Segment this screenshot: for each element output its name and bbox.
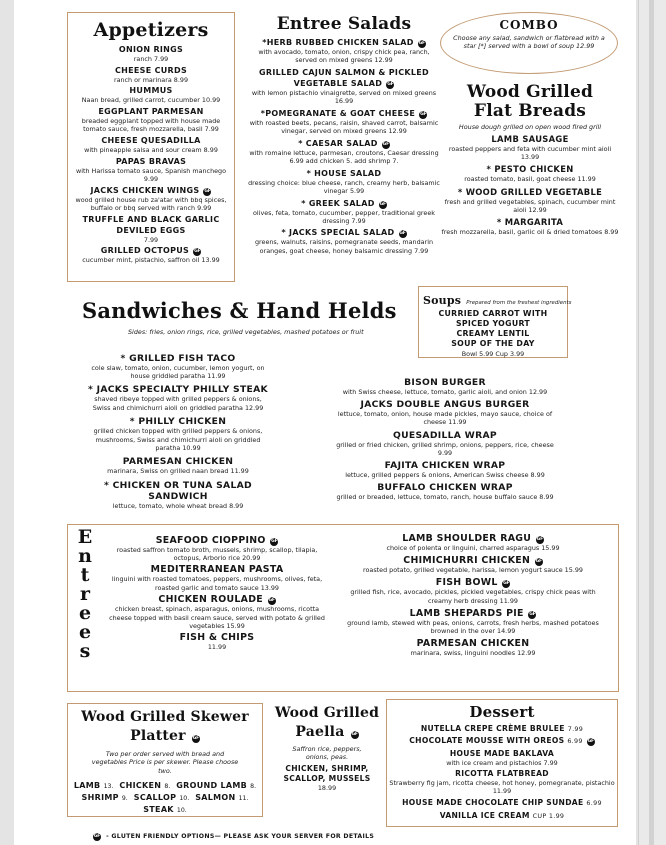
gluten-friendly-icon: GF bbox=[382, 141, 389, 147]
menu-item bbox=[387, 735, 617, 746]
entrees-title-letter: s bbox=[79, 640, 91, 662]
menu-item-name: FISH BOWL bbox=[435, 577, 498, 589]
menu-item bbox=[338, 555, 608, 574]
sandwiches-left-list bbox=[88, 348, 268, 510]
skewer-option: SHRIMP 9. bbox=[81, 793, 128, 803]
gluten-friendly-icon: GF bbox=[271, 538, 278, 544]
menu-item bbox=[387, 723, 617, 734]
menu-item-description: roasted saffron tomato broth, mussels, shrimp, scallop, tilapia, octopus, Arborio rice 20.99 bbox=[116, 545, 318, 562]
skewer-option: GROUND LAMB 8. bbox=[176, 781, 257, 791]
menu-item bbox=[72, 135, 230, 154]
gluten-friendly-icon: GF bbox=[503, 581, 510, 587]
gluten-friendly-icon: GF bbox=[194, 249, 201, 255]
menu-item bbox=[108, 535, 326, 562]
menu-item bbox=[88, 384, 268, 411]
footer-note bbox=[92, 823, 374, 842]
footer-text: - GLUTEN FRIENDLY OPTIONS— PLEASE ASK YOUR SERVER FOR DETAILS bbox=[106, 833, 375, 840]
menu-item-description: ranch 7.99 bbox=[133, 55, 169, 63]
menu-item bbox=[88, 416, 268, 452]
menu-item-description: marinara, Swiss on grilled naan bread 11.99 bbox=[107, 467, 249, 476]
menu-item bbox=[248, 67, 440, 105]
menu-item bbox=[108, 632, 326, 651]
menu-item bbox=[440, 217, 620, 236]
skewer-options bbox=[68, 780, 262, 816]
skewer-option: SALMON 11. bbox=[195, 793, 249, 803]
flatbreads-subtitle: House dough grilled on open wood fired grill bbox=[458, 123, 602, 131]
menu-item-price: 6.99 bbox=[586, 799, 602, 808]
menu-item-description: dressing choice: blue cheese, ranch, creamy herb, balsamic vinegar 5.99 bbox=[248, 178, 440, 195]
menu-item-description: lettuce, tomato, whole wheat bread 8.99 bbox=[112, 502, 244, 511]
menu-item-name: LAMB SAUSAGE bbox=[491, 134, 569, 144]
menu-item-name: PAPAS BRAVAS bbox=[115, 156, 187, 166]
menu-item bbox=[440, 134, 620, 161]
flatbreads-list bbox=[440, 134, 620, 236]
menu-item-description: lettuce, grilled peppers & onions, American Swiss cheese 8.99 bbox=[345, 471, 545, 480]
entrees-title-letter: r bbox=[79, 583, 90, 605]
combo-section bbox=[440, 12, 618, 74]
menu-item bbox=[338, 608, 608, 635]
menu-item-description: grilled chicken topped with grilled peppers & onions, mushrooms, Swiss and chimichurri aioli on griddled paratha 10.99 bbox=[93, 427, 263, 452]
menu-item bbox=[88, 480, 268, 510]
menu-item bbox=[387, 810, 617, 821]
menu-item bbox=[72, 85, 230, 104]
menu-item-name: HUMMUS bbox=[129, 86, 173, 96]
menu-item-description: greens, walnuts, raisins, pomegranate seeds, mandarin oranges, goat cheese, honey balsamic dressing 7.99 bbox=[254, 238, 434, 255]
paella-description: Saffron rice, peppers, onions, peas. bbox=[292, 745, 362, 762]
entrees-title-letter: e bbox=[78, 621, 92, 643]
menu-item-name: JACKS DOUBLE ANGUS BURGER bbox=[360, 399, 530, 411]
menu-item-name: EGGPLANT PARMESAN bbox=[98, 107, 204, 117]
entrees-title-letter: t bbox=[80, 564, 90, 586]
menu-item-description: 11.99 bbox=[207, 643, 227, 652]
menu-item-description: cole slaw, tomato, onion, cucumber, lemon yogurt, on house griddled paratha 11.99 bbox=[91, 363, 265, 380]
menu-item bbox=[330, 430, 560, 457]
gluten-friendly-icon: GF bbox=[535, 559, 542, 565]
gluten-friendly-icon: GF bbox=[399, 231, 406, 237]
menu-item bbox=[72, 156, 230, 183]
menu-item-name: BISON BURGER bbox=[404, 377, 486, 388]
entrees-title-letter: e bbox=[78, 602, 92, 624]
menu-item-description: ranch or marinara 8.99 bbox=[113, 75, 189, 84]
gluten-friendly-icon: GF bbox=[536, 537, 543, 542]
menu-item-name: MEDITERRANEAN PASTA bbox=[150, 564, 284, 576]
menu-item bbox=[387, 748, 617, 767]
menu-item-name: HOUSE MADE CHOCOLATE CHIP SUNDAE bbox=[402, 798, 584, 808]
menu-item bbox=[248, 138, 440, 165]
menu-item-description: cucumber mint, pistachio, saffron oil 13.99 bbox=[82, 256, 220, 265]
soups-section bbox=[418, 286, 572, 358]
paella-title-line2: Paella bbox=[295, 724, 345, 740]
menu-item bbox=[338, 638, 608, 657]
menu-item-description: grilled or breaded, lettuce, tomato, ranch, house buffalo sauce 8.99 bbox=[336, 493, 554, 502]
menu-item bbox=[440, 187, 620, 214]
menu-item-description: breaded eggplant topped with house made tomato sauce, fresh mozzarella, basil 7.99 bbox=[81, 117, 221, 134]
entree-salads-title: Entree Salads bbox=[276, 14, 412, 34]
entrees-title-letter: E bbox=[77, 526, 93, 548]
menu-item bbox=[248, 168, 440, 195]
menu-item bbox=[248, 108, 440, 135]
sandwiches-right-list bbox=[330, 374, 560, 501]
gluten-friendly-icon: GF bbox=[420, 111, 427, 117]
menu-item bbox=[72, 65, 230, 84]
skewer-option: SCALLOP 10. bbox=[133, 793, 190, 803]
menu-item bbox=[72, 245, 230, 264]
menu-item-name: CHEESE QUESADILLA bbox=[101, 136, 201, 146]
soup-item: SPICED YOGURT bbox=[455, 319, 531, 328]
skewer-title-line1: Wood Grilled Skewer bbox=[81, 709, 249, 725]
gluten-friendly-icon: GF bbox=[529, 611, 536, 617]
menu-item-description: with pineapple salsa and sour cream 8.99 bbox=[84, 146, 218, 155]
menu-item bbox=[72, 185, 230, 212]
menu-item-description: fresh mozzarella, basil, garlic oil & dried tomatoes 8.99 bbox=[441, 228, 619, 237]
skewer-option: STEAK 10. bbox=[143, 805, 187, 815]
gluten-friendly-icon: GF bbox=[192, 736, 199, 741]
menu-item-name: CHEESE CURDS bbox=[114, 65, 188, 75]
menu-item-price: CUP 1.99 bbox=[532, 811, 565, 820]
menu-item-name: * CHICKEN OR TUNA SALAD SANDWICH bbox=[104, 480, 252, 503]
menu-item-description: Strawberry fig jam, ricotta cheese, hot honey, pomegranate, pistachio 11.99 bbox=[389, 779, 615, 796]
appetizers-list bbox=[68, 44, 234, 264]
menu-item bbox=[248, 227, 440, 254]
menu-item bbox=[88, 353, 268, 380]
menu-item bbox=[248, 37, 440, 64]
menu-item bbox=[440, 164, 620, 183]
paella-price: 18.99 bbox=[317, 783, 337, 792]
flatbreads-section bbox=[440, 83, 620, 236]
gluten-friendly-icon: GF bbox=[204, 188, 211, 194]
appetizers-title: Appetizers bbox=[93, 19, 209, 41]
menu-item-name: NUTELLA CREPE CRÈME BRULEE bbox=[420, 723, 565, 733]
soups-subtitle: Prepared from the freshest ingredients bbox=[466, 300, 572, 306]
menu-item-name: LAMB SHEPARDS PIE bbox=[409, 607, 524, 619]
menu-item-name: ONION RINGS bbox=[118, 45, 184, 54]
gluten-friendly-icon: GF bbox=[351, 732, 358, 737]
menu-item-name: * PESTO CHICKEN bbox=[486, 164, 574, 175]
menu-item-price: 6.99 bbox=[567, 737, 583, 745]
menu-item-description: choice of polenta or linguini, charred asparagus 15.99 bbox=[386, 544, 560, 552]
menu-item-description: fresh and grilled vegetables, spinach, cucumber mint aioli 12.99 bbox=[444, 197, 616, 214]
soup-item: SOUP OF THE DAY bbox=[451, 339, 535, 348]
menu-item-name: * MARGARITA bbox=[496, 217, 564, 228]
menu-item bbox=[330, 482, 560, 501]
page-edge bbox=[638, 0, 666, 845]
dessert-list bbox=[387, 723, 617, 821]
menu-item-description: grilled fish, rice, avocado, pickles, pickled vegetables, crispy chick peas with creamy herb dressing 11.99 bbox=[350, 588, 596, 605]
menu-item-name: JACKS CHICKEN WINGS bbox=[90, 185, 200, 195]
menu-item-name: PARMESAN CHICKEN bbox=[122, 456, 234, 468]
menu-item-name: HOUSE MADE BAKLAVA bbox=[449, 748, 555, 758]
gluten-friendly-icon: GF bbox=[93, 834, 101, 839]
menu-item-description: with romaine lettuce, parmesan, croutons, Caesar dressing 6.99 add chicken 5. add shrimp 7. bbox=[249, 148, 439, 165]
menu-item-price: 7.99 bbox=[567, 724, 584, 733]
menu-item-name: *HERB RUBBED CHICKEN SALAD bbox=[262, 38, 414, 47]
menu-item-description: 7.99 bbox=[143, 235, 159, 244]
dessert-section bbox=[386, 699, 618, 827]
menu-item-description: shaved ribeye topped with grilled peppers & onions, Swiss and chimichurri aioli on griddled paratha 12.99 bbox=[92, 395, 264, 412]
paella-title-line1: Wood Grilled bbox=[274, 705, 380, 721]
menu-item bbox=[108, 594, 326, 630]
entree-salads-list bbox=[248, 37, 440, 255]
menu-item-name: CHIMICHURRI CHICKEN bbox=[403, 555, 531, 567]
menu-item-name: GRILLED OCTOPUS bbox=[100, 246, 190, 256]
menu-item-name: VANILLA ICE CREAM bbox=[439, 810, 530, 820]
skewer-title-line2: Platter bbox=[130, 728, 186, 744]
menu-item bbox=[72, 106, 230, 133]
combo-title: COMBO bbox=[499, 18, 559, 32]
entrees-right-list bbox=[338, 530, 608, 657]
menu-item-name: FISH & CHIPS bbox=[179, 632, 255, 644]
menu-item-description: with Swiss cheese, lettuce, tomato, garlic aioli, and onion 12.99 bbox=[342, 388, 548, 396]
menu-item bbox=[338, 577, 608, 604]
menu-item-description: grilled or fried chicken, grilled shrimp, onions, peppers, rice, cheese 9.99 bbox=[336, 440, 554, 457]
sandwiches-subtitle: Sides: fries, onion rings, rice, grilled vegetables, mashed potatoes or fruit bbox=[128, 328, 364, 336]
menu-item-name: GRILLED CAJUN SALMON & PICKLED VEGETABLE SALAD bbox=[259, 67, 429, 88]
menu-item-name: SEAFOOD CIOPPINO bbox=[155, 534, 266, 546]
menu-item-description: with Harissa tomato sauce, Spanish manchego 9.99 bbox=[75, 166, 227, 183]
menu-item-description: roasted potato, grilled vegetable, harissa, lemon yogurt sauce 15.99 bbox=[363, 566, 583, 575]
menu-item-name: * WOOD GRILLED VEGETABLE bbox=[457, 186, 603, 197]
menu-item-name: BUFFALO CHICKEN WRAP bbox=[377, 482, 513, 494]
menu-item-name: *POMEGRANATE & GOAT CHEESE bbox=[260, 108, 416, 118]
menu-item bbox=[387, 797, 617, 808]
menu-item-description: with roasted beets, pecans, raisin, shaved carrot, balsamic vinegar, served on mixed greens 12.99 bbox=[249, 118, 439, 136]
gluten-friendly-icon: GF bbox=[268, 598, 275, 604]
menu-item-name: FAJITA CHICKEN WRAP bbox=[384, 460, 506, 472]
menu-item-name: * PHILLY CHICKEN bbox=[129, 416, 227, 428]
menu-item-description: with lemon pistachio vinaigrette, served on mixed greens 16.99 bbox=[251, 88, 437, 106]
soup-item: CREAMY LENTIL bbox=[456, 329, 530, 338]
menu-item bbox=[88, 456, 268, 475]
paella-section bbox=[272, 705, 382, 792]
entrees-title-letter: n bbox=[78, 545, 92, 567]
menu-item-description: wood grilled house rub za'atar with bbq spices, buffalo or bbq served with ranch 9.99 bbox=[75, 195, 227, 212]
menu-item-description: ground lamb, stewed with peas, onions, carrots, fresh herbs, mashed potatoes browned in the over 14.99 bbox=[347, 618, 599, 636]
menu-item-name: * CAESAR SALAD bbox=[298, 138, 378, 148]
scroll-track bbox=[649, 0, 654, 845]
gluten-friendly-icon: GF bbox=[587, 739, 594, 744]
menu-item bbox=[387, 768, 617, 795]
menu-item-name: * GREEK SALAD bbox=[301, 198, 375, 208]
menu-item-description: lettuce, tomato, onion, house made pickles, mayo sauce, choice of cheese 11.99 bbox=[337, 410, 553, 427]
menu-item-description: roasted peppers and feta with cucumber mint aioli 13.99 bbox=[448, 145, 612, 162]
combo-description: Choose any salad, sandwich or flatbread with a star [*] served with a bowl of soup 12.99 bbox=[453, 34, 605, 51]
skewer-section bbox=[67, 703, 263, 817]
soups-price: Bowl 5.99 Cup 3.99 bbox=[461, 350, 525, 358]
sandwiches-title: Sandwiches & Hand Helds bbox=[82, 298, 397, 323]
dessert-title: Dessert bbox=[469, 703, 535, 721]
skewer-description: Two per order served with bread and vegetables Price is per skewer. Please choose two. bbox=[91, 750, 239, 775]
menu-item bbox=[72, 44, 230, 63]
menu-item bbox=[338, 533, 608, 552]
menu-item-name: PARMESAN CHICKEN bbox=[416, 638, 530, 650]
menu-item-name: TRUFFLE AND BLACK GARLIC DEVILED EGGS bbox=[82, 214, 220, 235]
soups-list bbox=[419, 309, 567, 349]
menu-item bbox=[72, 214, 230, 244]
appetizers-section bbox=[67, 12, 235, 282]
menu-item-description: marinara, swiss, linguini noodles 12.99 bbox=[410, 649, 536, 658]
paella-items: CHICKEN, SHRIMP, SCALLOP, MUSSELS bbox=[283, 763, 371, 783]
menu-item-name: QUESADILLA WRAP bbox=[393, 429, 497, 441]
soup-item: CURRIED CARROT WITH bbox=[438, 309, 548, 318]
menu-item bbox=[330, 377, 560, 396]
menu-item bbox=[108, 564, 326, 591]
menu-item-description: Naan bread, grilled carrot, cucumber 10.99 bbox=[81, 96, 221, 105]
entrees-left-list bbox=[108, 532, 326, 652]
skewer-option: LAMB 13. bbox=[73, 781, 114, 791]
menu-item-description: linguini with roasted tomatoes, peppers, mushrooms, olives, feta, roasted garlic and tomato sauce 13.99 bbox=[111, 575, 323, 592]
soups-title: Soups bbox=[423, 294, 462, 307]
menu-item-description: with avocado, tomato, onion, crispy chick pea, ranch, served on mixed greens 12.99 bbox=[258, 48, 430, 65]
gluten-friendly-icon: GF bbox=[387, 81, 394, 87]
menu-item bbox=[248, 198, 440, 225]
menu-item-name: LAMB SHOULDER RAGU bbox=[402, 533, 532, 544]
menu-item bbox=[330, 399, 560, 426]
menu-item-description: chicken breast, spinach, asparagus, onions, mushrooms, ricotta cheese topped with basil cream sauce, served with potato & grilled vegetables 15.99 bbox=[109, 605, 325, 630]
menu-item-name: CHICKEN ROULADE bbox=[158, 594, 263, 606]
menu-item-description: olives, feta, tomato, cucumber, pepper, traditional greek dressing 7.99 bbox=[253, 208, 435, 225]
menu-item-name: * JACKS SPECIALTY PHILLY STEAK bbox=[88, 384, 268, 396]
menu-item-name: RICOTTA FLATBREAD bbox=[455, 769, 549, 779]
gluten-friendly-icon: GF bbox=[379, 201, 386, 207]
entree-salads-section bbox=[248, 14, 440, 255]
gluten-friendly-icon: GF bbox=[418, 41, 425, 46]
flatbreads-title-line2: Flat Breads bbox=[473, 101, 587, 121]
entrees-title bbox=[73, 528, 97, 661]
menu-item bbox=[330, 460, 560, 479]
menu-item-name: CHOCOLATE MOUSSE WITH OREOS bbox=[409, 736, 565, 745]
menu-item-description: roasted tomato, basil, goat cheese 11.99 bbox=[464, 175, 596, 184]
menu-item-description: with ice cream and pistachios 7.99 bbox=[446, 758, 558, 767]
menu-item-name: * JACKS SPECIAL SALAD bbox=[281, 228, 395, 238]
flatbreads-title-line1: Wood Grilled bbox=[466, 82, 594, 102]
menu-item-name: * GRILLED FISH TACO bbox=[120, 352, 236, 364]
menu-item-name: * HOUSE SALAD bbox=[306, 168, 382, 178]
skewer-option: CHICKEN 8. bbox=[119, 781, 171, 791]
